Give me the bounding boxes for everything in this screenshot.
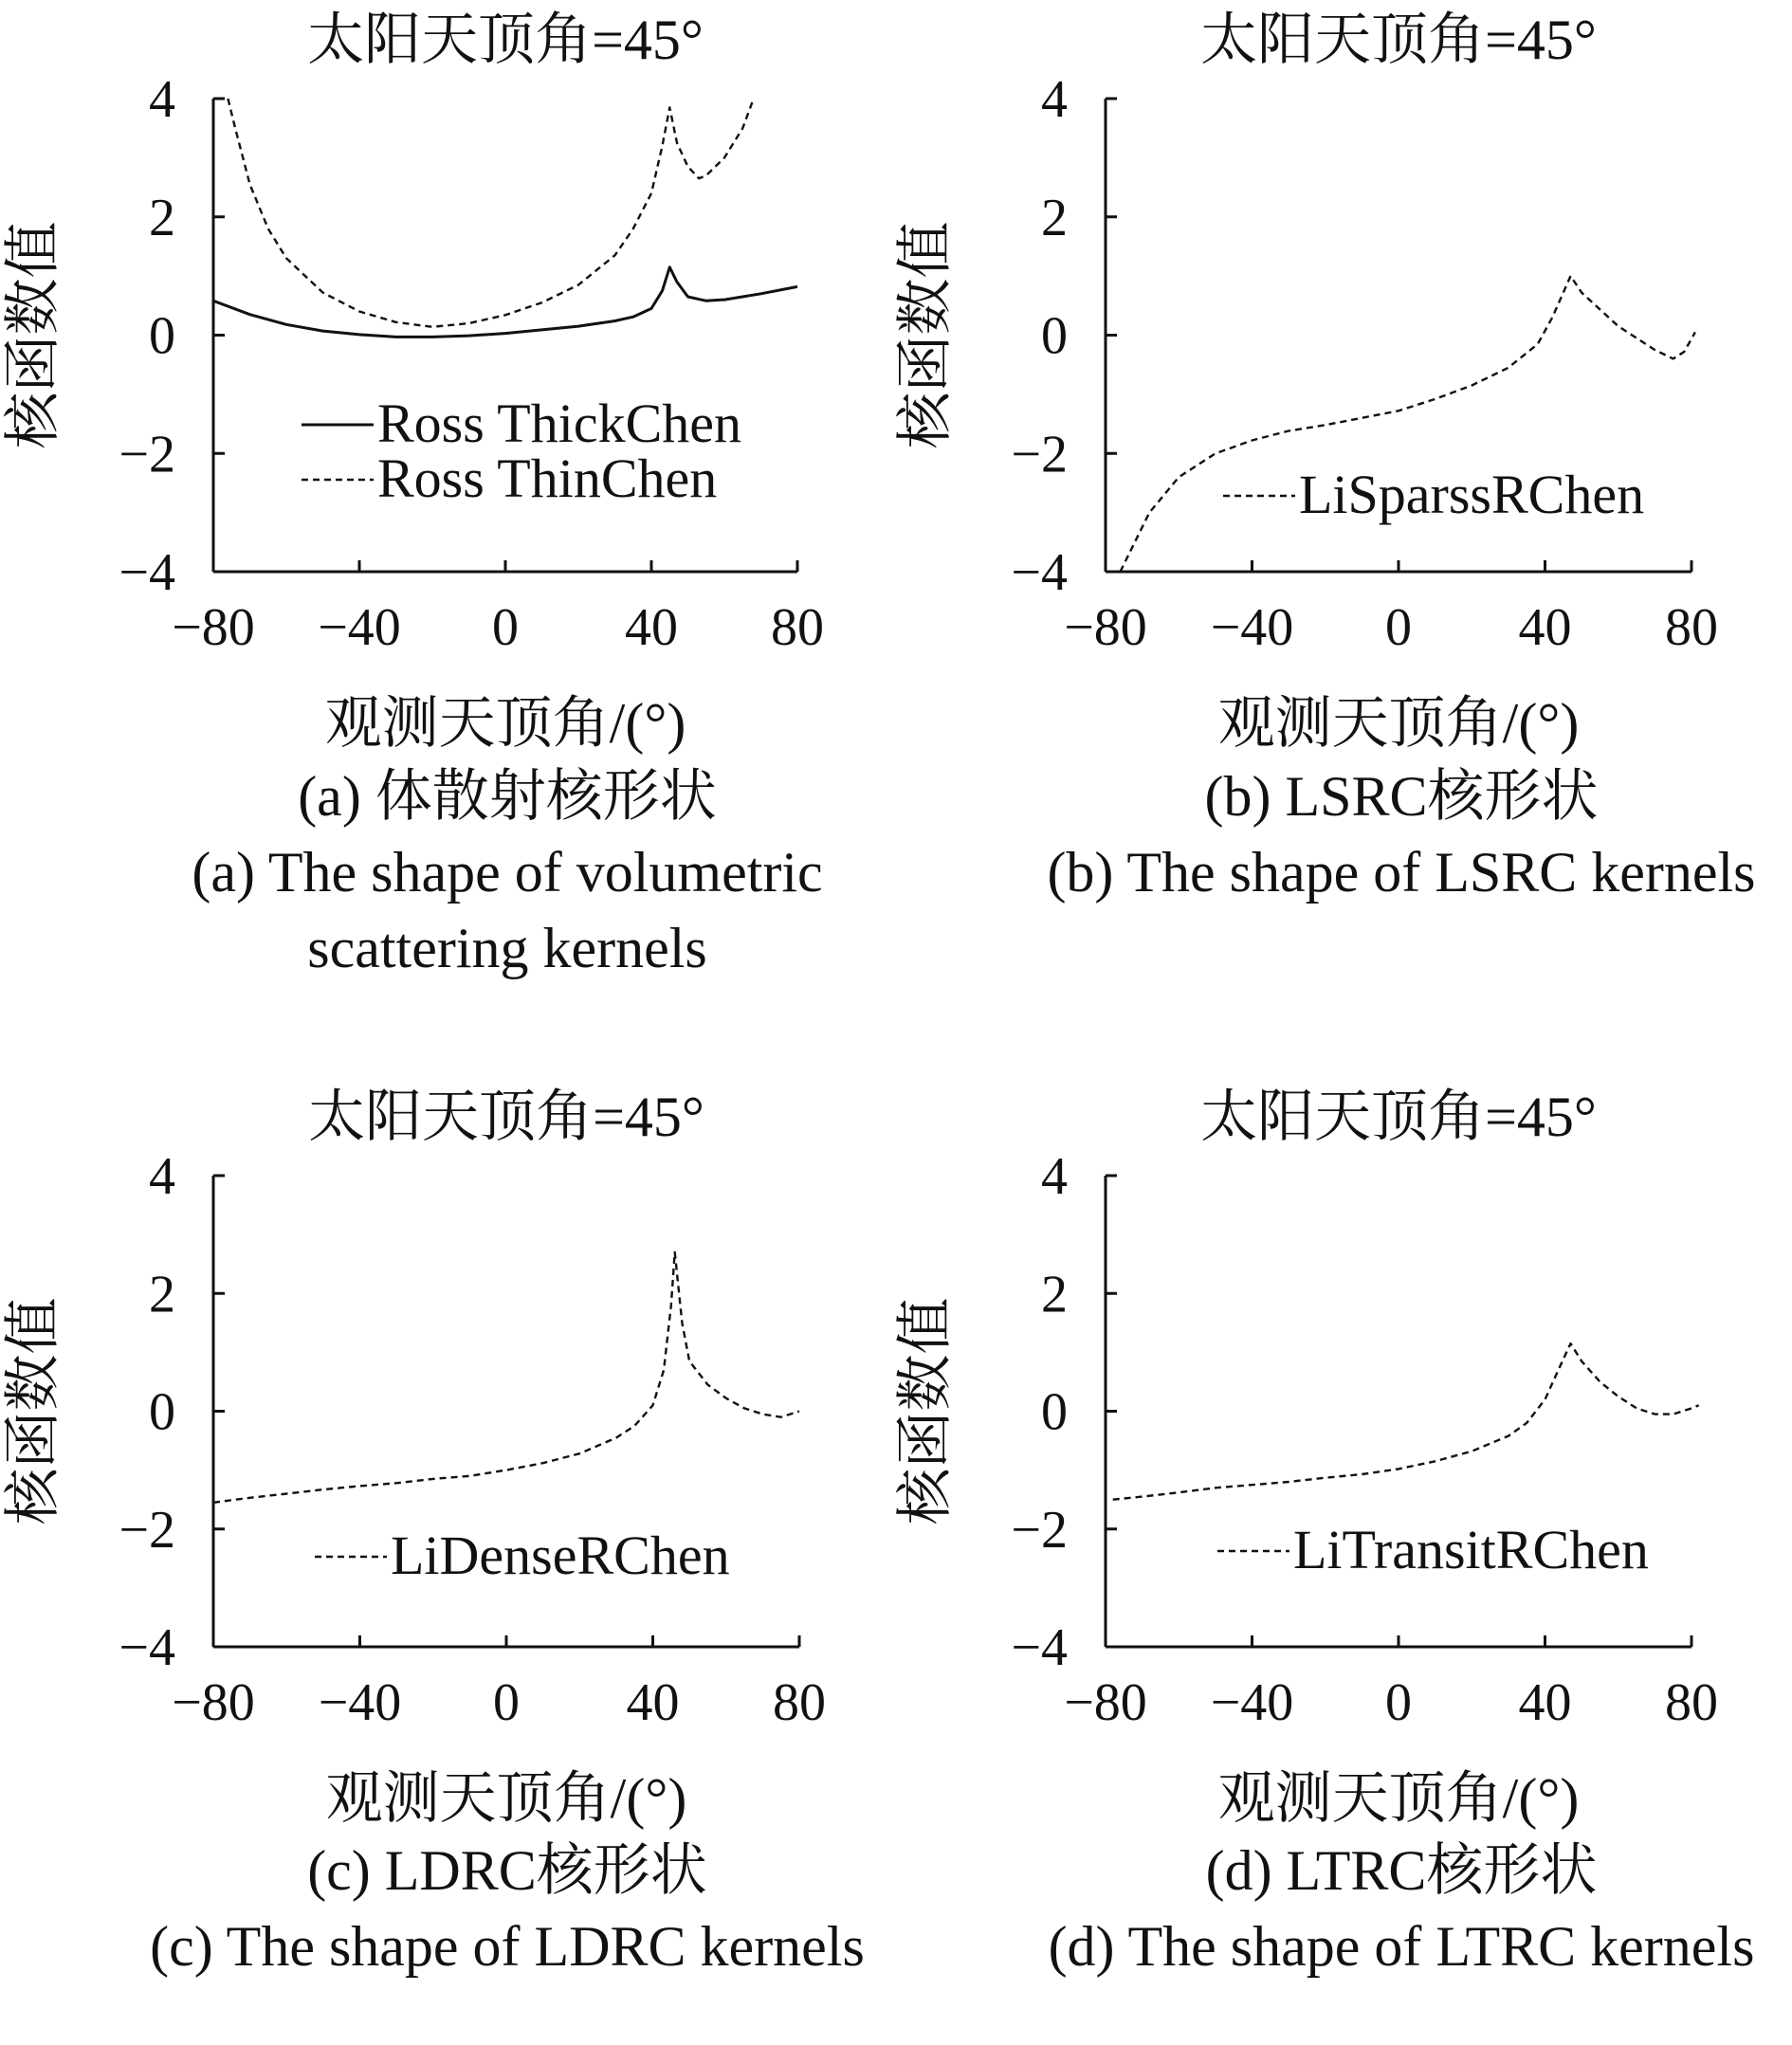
- x-tick-label: 40: [1518, 1673, 1572, 1732]
- x-tick-label: 0: [492, 598, 519, 657]
- y-axis-label: 核函数值: [2, 1297, 64, 1525]
- caption-en: (a) The shape of volumetric: [192, 841, 823, 904]
- x-tick-label: 0: [1385, 598, 1412, 657]
- y-tick-label: 2: [1041, 188, 1068, 247]
- x-axis-label: 观测天顶角/(°): [1217, 692, 1580, 755]
- x-tick-label: 40: [1518, 598, 1572, 657]
- x-tick-label: −80: [1064, 1673, 1147, 1732]
- x-tick-label: 80: [771, 598, 824, 657]
- y-tick-label: −4: [119, 543, 175, 602]
- caption-en: (b) The shape of LSRC kernels: [1047, 841, 1756, 904]
- legend-label: Ross ThickChen: [377, 393, 741, 454]
- series-line-1: [213, 267, 797, 338]
- y-tick-label: 2: [149, 188, 175, 247]
- series-line-2: [228, 99, 753, 327]
- x-tick-label: 40: [625, 598, 678, 657]
- y-tick-label: −4: [1011, 1618, 1068, 1677]
- x-tick-label: −40: [1210, 598, 1294, 657]
- y-tick-label: −2: [119, 1500, 175, 1560]
- y-tick-label: 2: [1041, 1265, 1068, 1324]
- caption-en: scattering kernels: [307, 917, 707, 979]
- caption-en: (c) The shape of LDRC kernels: [150, 1915, 865, 1978]
- y-tick-label: −2: [1011, 1500, 1068, 1560]
- y-tick-label: −2: [1011, 425, 1068, 484]
- x-tick-label: 40: [626, 1673, 680, 1732]
- y-tick-label: 0: [149, 1382, 175, 1442]
- chart-panel-1: [2, 9, 824, 979]
- y-tick-label: 0: [1041, 1382, 1068, 1442]
- x-tick-label: −80: [172, 598, 255, 657]
- x-tick-label: 80: [1665, 1673, 1718, 1732]
- caption-cn: (c) LDRC核形状: [307, 1839, 707, 1902]
- caption-cn: (b) LSRC核形状: [1204, 765, 1599, 828]
- y-tick-label: −4: [119, 1618, 175, 1677]
- x-axis-label: 观测天顶角/(°): [1217, 1767, 1580, 1830]
- y-tick-label: −2: [119, 425, 175, 484]
- y-tick-label: 2: [149, 1265, 175, 1324]
- legend-label: LiDenseRChen: [391, 1525, 730, 1586]
- y-tick-label: 4: [1041, 70, 1068, 129]
- caption-en: (d) The shape of LTRC kernels: [1048, 1915, 1755, 1978]
- chart-panel-3: [2, 1086, 865, 1978]
- x-tick-label: 0: [493, 1673, 520, 1732]
- y-axis-label: 核函数值: [894, 221, 957, 449]
- chart-title: 太阳天顶角=45°: [308, 1086, 704, 1148]
- y-tick-label: −4: [1011, 543, 1068, 602]
- x-tick-label: 80: [1665, 598, 1718, 657]
- y-tick-label: 0: [1041, 306, 1068, 366]
- legend-label: Ross ThinChen: [377, 447, 718, 509]
- y-tick-label: 4: [149, 1147, 175, 1206]
- legend-label: LiTransitRChen: [1293, 1519, 1649, 1580]
- x-tick-label: −40: [318, 1673, 402, 1732]
- chart-panel-2: [894, 9, 1756, 904]
- caption-cn: (d) LTRC核形状: [1205, 1839, 1598, 1902]
- series-line-1: [1113, 1343, 1699, 1500]
- chart-title: 太阳天顶角=45°: [1200, 1086, 1597, 1148]
- series-line-1: [1121, 276, 1695, 572]
- chart-title: 太阳天顶角=45°: [307, 9, 704, 71]
- chart-panel-4: [894, 1086, 1754, 1978]
- y-axis-label: 核函数值: [894, 1297, 957, 1525]
- x-tick-label: 0: [1385, 1673, 1412, 1732]
- x-tick-label: −80: [1064, 598, 1147, 657]
- legend-label: LiSparssRChen: [1299, 464, 1645, 525]
- x-tick-label: −80: [172, 1673, 255, 1732]
- y-tick-label: 4: [1041, 1147, 1068, 1206]
- caption-cn: (a) 体散射核形状: [298, 765, 717, 828]
- series-line-1: [213, 1252, 799, 1503]
- x-tick-label: 80: [773, 1673, 826, 1732]
- x-axis-label: 观测天顶角/(°): [324, 692, 686, 755]
- y-tick-label: 0: [149, 306, 175, 366]
- x-tick-label: −40: [318, 598, 401, 657]
- y-tick-label: 4: [149, 70, 175, 129]
- x-tick-label: −40: [1210, 1673, 1294, 1732]
- y-axis-label: 核函数值: [2, 221, 64, 449]
- chart-title: 太阳天顶角=45°: [1200, 9, 1597, 71]
- x-axis-label: 观测天顶角/(°): [325, 1767, 687, 1830]
